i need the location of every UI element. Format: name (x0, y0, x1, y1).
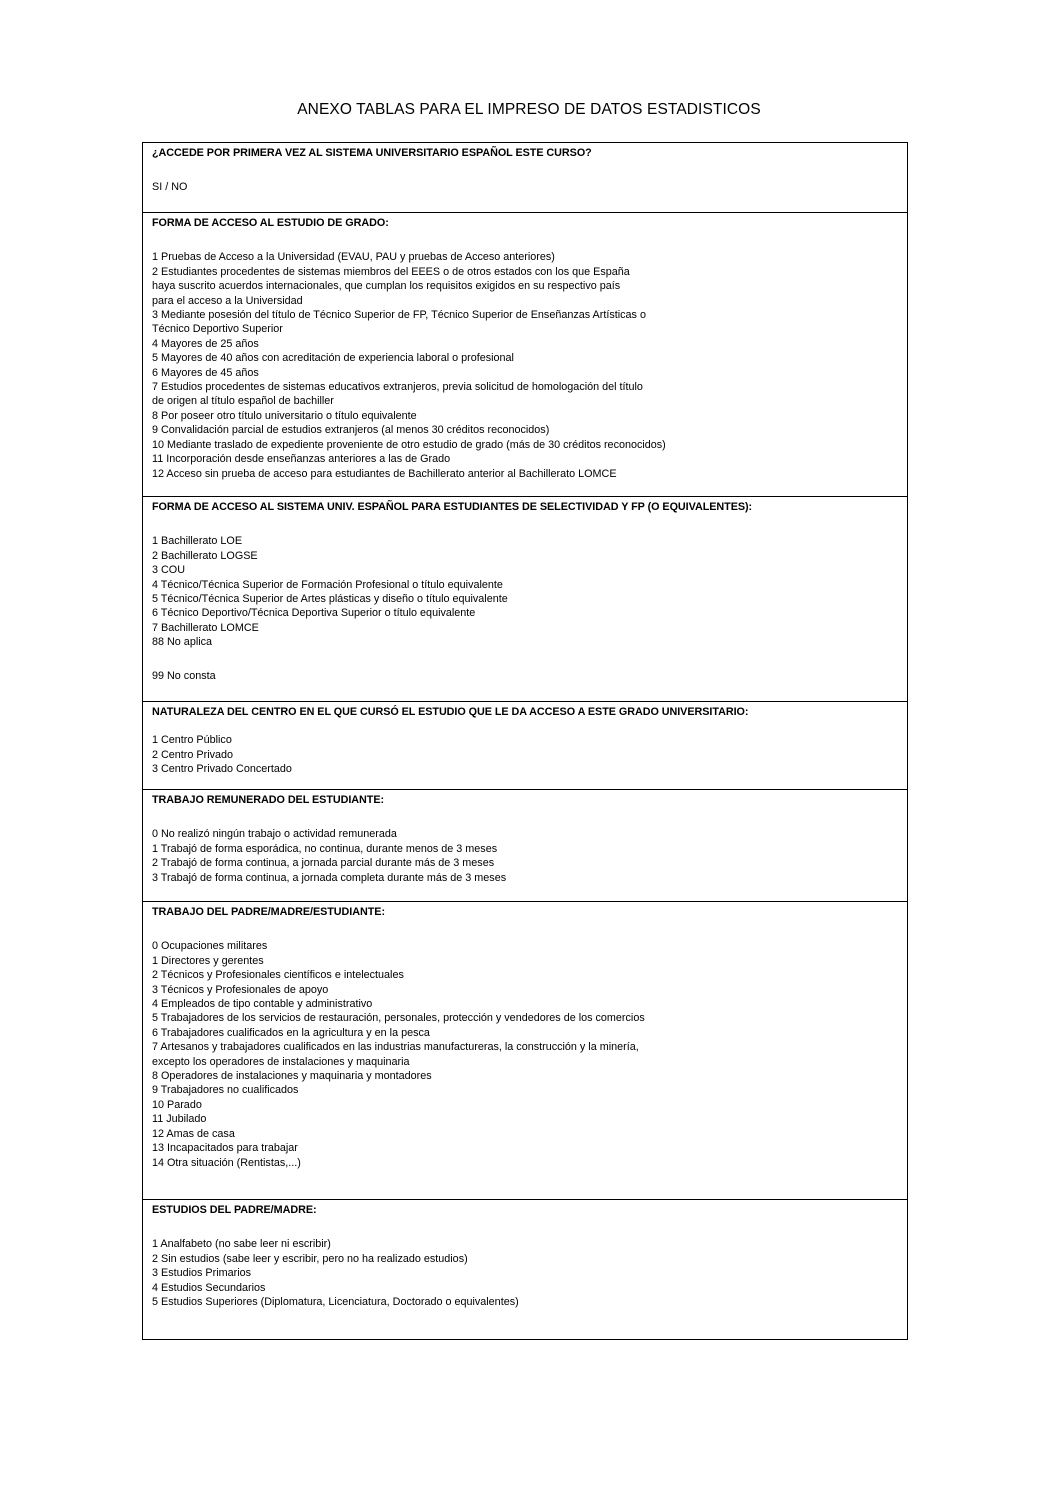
option-item: de origen al título español de bachiller (152, 395, 334, 408)
option-item: 2 Técnicos y Profesionales científicos e intelectuales (152, 969, 404, 982)
option-item: 6 Mayores de 45 años (152, 366, 259, 379)
option-item: 3 Mediante posesión del título de Técnico Superior de FP, Técnico Superior de Enseñanzas Artísticas o (152, 309, 646, 322)
section-naturaleza-centro (143, 701, 907, 789)
section-forma-acceso-sistema (143, 496, 907, 701)
section-heading: FORMA DE ACCESO AL ESTUDIO DE GRADO: (152, 217, 389, 229)
option-list (152, 733, 907, 776)
option-item: 7 Artesanos y trabajadores cualificados en las industrias manufactureras, la construcción y la minería, (152, 1041, 639, 1054)
option-item: 5 Trabajadores de los servicios de restauración, personales, protección y vendedores de los comercios (152, 1012, 645, 1025)
option-item: SI / NO (152, 181, 188, 194)
option-item: 2 Bachillerato LOGSE (152, 549, 258, 562)
section-primera-vez (143, 143, 907, 212)
statistics-annex-table (142, 142, 908, 1340)
option-item: 10 Mediante traslado de expediente proveniente de otro estudio de grado (más de 30 créditos reconocidos) (152, 438, 666, 451)
option-item: 3 Técnicos y Profesionales de apoyo (152, 983, 329, 996)
option-item: 2 Centro Privado (152, 748, 234, 761)
section-heading: TRABAJO DEL PADRE/MADRE/ESTUDIANTE: (152, 906, 385, 918)
option-item: Técnico Deportivo Superior (152, 323, 283, 336)
option-item: 3 Centro Privado Concertado (152, 763, 292, 776)
option-item: 1 Directores y gerentes (152, 954, 264, 967)
option-item: 1 Trabajó de forma esporádica, no continua, durante menos de 3 meses (152, 842, 498, 855)
option-item: 5 Mayores de 40 años con acreditación de experiencia laboral o profesional (152, 352, 514, 365)
option-item: 0 Ocupaciones militares (152, 940, 268, 953)
option-item: 6 Técnico Deportivo/Técnica Deportiva Superior o título equivalente (152, 607, 476, 620)
option-item: 3 Trabajó de forma continua, a jornada completa durante más de 3 meses (152, 871, 507, 884)
option-item: 3 Estudios Primarios (152, 1267, 252, 1280)
option-item: excepto los operadores de instalaciones y maquinaria (152, 1055, 410, 1068)
option-item: 8 Por poseer otro título universitario o título equivalente (152, 409, 417, 422)
option-item: 8 Operadores de instalaciones y maquinaria y montadores (152, 1070, 432, 1083)
option-list (152, 250, 907, 481)
option-item: 4 Empleados de tipo contable y administrativo (152, 998, 373, 1011)
section-heading: TRABAJO REMUNERADO DEL ESTUDIANTE: (152, 794, 385, 806)
option-item: 7 Estudios procedentes de sistemas educativos extranjeros, previa solicitud de homologación del título (152, 381, 643, 394)
option-list (152, 827, 907, 885)
option-item: 1 Centro Público (152, 734, 232, 747)
page-title: ANEXO TABLAS PARA EL IMPRESO DE DATOS ESTADISTICOS (297, 101, 761, 118)
option-item: 2 Trabajó de forma continua, a jornada parcial durante más de 3 meses (152, 857, 495, 870)
option-item: 11 Jubilado (152, 1113, 207, 1126)
option-item: 4 Estudios Secundarios (152, 1281, 266, 1294)
option-item: 1 Pruebas de Acceso a la Universidad (EVAU, PAU y pruebas de Acceso anteriores) (152, 251, 555, 264)
option-list (152, 180, 907, 194)
option-item: 88 No aplica (152, 636, 213, 649)
option-item: 4 Técnico/Técnica Superior de Formación Profesional o título equivalente (152, 578, 503, 591)
section-trabajo-remunerado (143, 789, 907, 901)
option-item: 9 Convalidación parcial de estudios extranjeros (al menos 30 créditos reconocidos) (152, 424, 550, 437)
section-heading: NATURALEZA DEL CENTRO EN EL QUE CURSÓ EL ESTUDIO QUE LE DA ACCESO A ESTE GRADO UNIVERSITARIO: (152, 706, 749, 718)
option-item: 2 Sin estudios (sabe leer y escribir, pero no ha realizado estudios) (152, 1252, 468, 1265)
option-item: 9 Trabajadores no cualificados (152, 1084, 299, 1097)
option-item: 14 Otra situación (Rentistas,...) (152, 1156, 301, 1169)
option-list (152, 1237, 907, 1309)
option-item: 13 Incapacitados para trabajar (152, 1142, 298, 1155)
section-heading: FORMA DE ACCESO AL SISTEMA UNIV. ESPAÑOL PARA ESTUDIANTES DE SELECTIVIDAD Y FP (O EQUIVALENTES): (152, 501, 753, 513)
option-item: 1 Bachillerato LOE (152, 535, 243, 548)
option-list (152, 534, 907, 649)
option-item: 2 Estudiantes procedentes de sistemas miembros del EEES o de otros estados con los que España (152, 265, 630, 278)
option-item: 11 Incorporación desde enseñanzas anteriores a las de Grado (152, 453, 451, 466)
section-heading: ¿ACCEDE POR PRIMERA VEZ AL SISTEMA UNIVERSITARIO ESPAÑOL ESTE CURSO? (152, 147, 592, 159)
option-list (152, 939, 907, 1170)
option-item: haya suscrito acuerdos internacionales, que cumplan los requisitos exigidos en su respectivo país (152, 280, 621, 293)
option-item: 5 Técnico/Técnica Superior de Artes plásticas y diseño o título equivalente (152, 593, 508, 606)
option-item: 99 No consta (152, 669, 216, 682)
section-heading: ESTUDIOS DEL PADRE/MADRE: (152, 1204, 317, 1216)
option-item: 12 Acceso sin prueba de acceso para estudiantes de Bachillerato anterior al Bachillerato LOMCE (152, 467, 617, 480)
section-trabajo-padre (143, 901, 907, 1199)
option-item: 0 No realizó ningún trabajo o actividad remunerada (152, 828, 397, 841)
option-item: 3 COU (152, 564, 185, 577)
option-item: 5 Estudios Superiores (Diplomatura, Licenciatura, Doctorado o equivalentes) (152, 1296, 519, 1309)
option-item: 10 Parado (152, 1098, 202, 1111)
option-item: 1 Analfabeto (no sabe leer ni escribir) (152, 1238, 331, 1251)
section-forma-acceso-grado (143, 212, 907, 496)
section-estudios-padre (143, 1199, 907, 1339)
spacer (152, 650, 907, 669)
option-item: 6 Trabajadores cualificados en la agricultura y en la pesca (152, 1026, 430, 1039)
option-item: 4 Mayores de 25 años (152, 337, 259, 350)
option-item: 12 Amas de casa (152, 1127, 235, 1140)
option-item: para el acceso a la Universidad (152, 294, 303, 307)
option-item: 7 Bachillerato LOMCE (152, 621, 259, 634)
